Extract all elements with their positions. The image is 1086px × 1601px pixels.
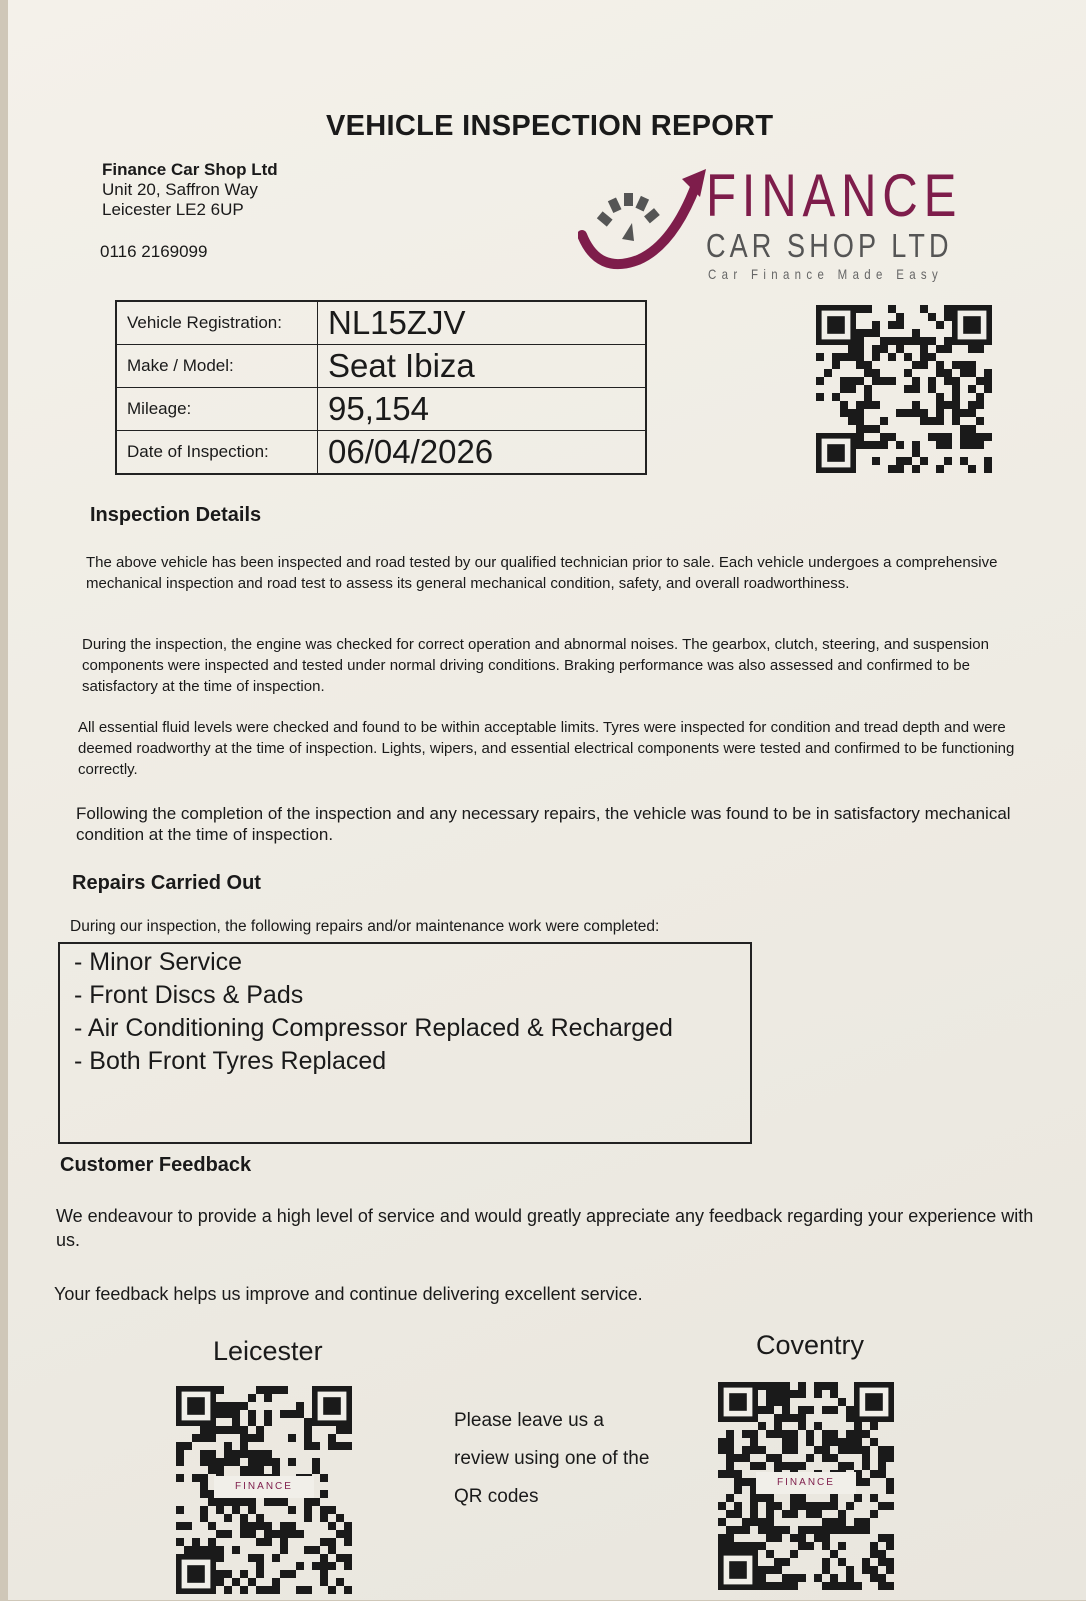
inspection-paragraph-2: During the inspection, the engine was checked for correct operation and abnormal noises. The gearbox, clutch, steering, and suspension components were inspected and tested under normal driving conditions. Braking performance was also assessed and confirmed to be satisfactory at the time of inspection.	[82, 636, 989, 695]
company-address	[102, 160, 278, 220]
row-label: Mileage:	[116, 388, 318, 431]
report-title: VEHICLE INSPECTION REPORT	[326, 110, 774, 142]
leicester-qr-code	[176, 1386, 356, 1596]
inspection-paragraph-4: Following the completion of the inspection and any necessary repairs, the vehicle was found to be in satisfactory mechanical condition at the time of inspection.	[76, 804, 1011, 844]
row-value: 95,154	[318, 388, 647, 431]
table-row	[116, 301, 646, 345]
qr-code-icon	[816, 305, 996, 473]
top-qr-code	[816, 305, 996, 473]
list-item: - Minor Service	[74, 948, 243, 976]
qr-logo-text: FINANCE	[756, 1472, 856, 1494]
logo-tagline: Car Finance Made Easy	[708, 266, 944, 282]
repairs-list	[60, 944, 750, 1078]
row-value: NL15ZJV	[318, 301, 647, 345]
vehicle-details-table	[115, 300, 647, 475]
row-value: 06/04/2026	[318, 431, 647, 475]
list-item: - Air Conditioning Compressor Replaced & Recharged	[74, 1014, 673, 1042]
row-label: Make / Model:	[116, 345, 318, 388]
repairs-box	[58, 942, 752, 1144]
inspection-heading: Inspection Details	[90, 504, 262, 526]
feedback-heading: Customer Feedback	[60, 1154, 252, 1176]
company-phone: 0116 2169099	[100, 242, 208, 261]
company-logo	[578, 162, 1018, 290]
coventry-qr-code	[718, 1382, 898, 1592]
row-label: Vehicle Registration:	[116, 301, 318, 345]
address-line-2: Leicester LE2 6UP	[102, 200, 244, 219]
logo-line-2: CAR SHOP LTD	[706, 227, 953, 264]
review-instruction: Please leave us a review using one of the QR codes	[454, 1410, 650, 1507]
list-item: - Front Discs & Pads	[74, 981, 304, 1009]
inspection-paragraph-3: All essential fluid levels were checked and found to be within acceptable limits. Tyres were inspected for condition and tread depth and were deemed roadworthy at the time of inspection. Lights, wipers, and essential electrical components were tested and confirmed to be functioning correctly.	[78, 719, 1015, 778]
table-row	[116, 345, 646, 388]
table-row	[116, 388, 646, 431]
document-page	[8, 0, 1086, 1600]
table-row	[116, 431, 646, 475]
row-label: Date of Inspection:	[116, 431, 318, 475]
feedback-paragraph-1: We endeavour to provide a high level of service and would greatly appreciate any feedback regarding your experience with us.	[56, 1206, 1034, 1250]
inspection-paragraph-1: The above vehicle has been inspected and road tested by our qualified technician prior to sale. Each vehicle undergoes a comprehensive mechanical inspection and road test to assess its general mechanical condition, safety, and overall roadworthiness.	[86, 554, 998, 592]
location-coventry: Coventry	[756, 1330, 865, 1360]
logo-line-1: FINANCE	[706, 162, 963, 229]
feedback-paragraph-2: Your feedback helps us improve and continue delivering excellent service.	[54, 1284, 643, 1304]
company-name: Finance Car Shop Ltd	[102, 160, 278, 179]
speedometer-arrow-icon	[578, 165, 708, 275]
list-item: - Both Front Tyres Replaced	[74, 1047, 387, 1075]
row-value: Seat Ibiza	[318, 345, 647, 388]
repairs-heading: Repairs Carried Out	[72, 872, 261, 894]
qr-logo-text: FINANCE	[214, 1476, 314, 1498]
repairs-intro: During our inspection, the following repairs and/or maintenance work were completed:	[70, 918, 660, 935]
address-line-1: Unit 20, Saffron Way	[102, 180, 258, 199]
location-leicester: Leicester	[213, 1336, 323, 1366]
